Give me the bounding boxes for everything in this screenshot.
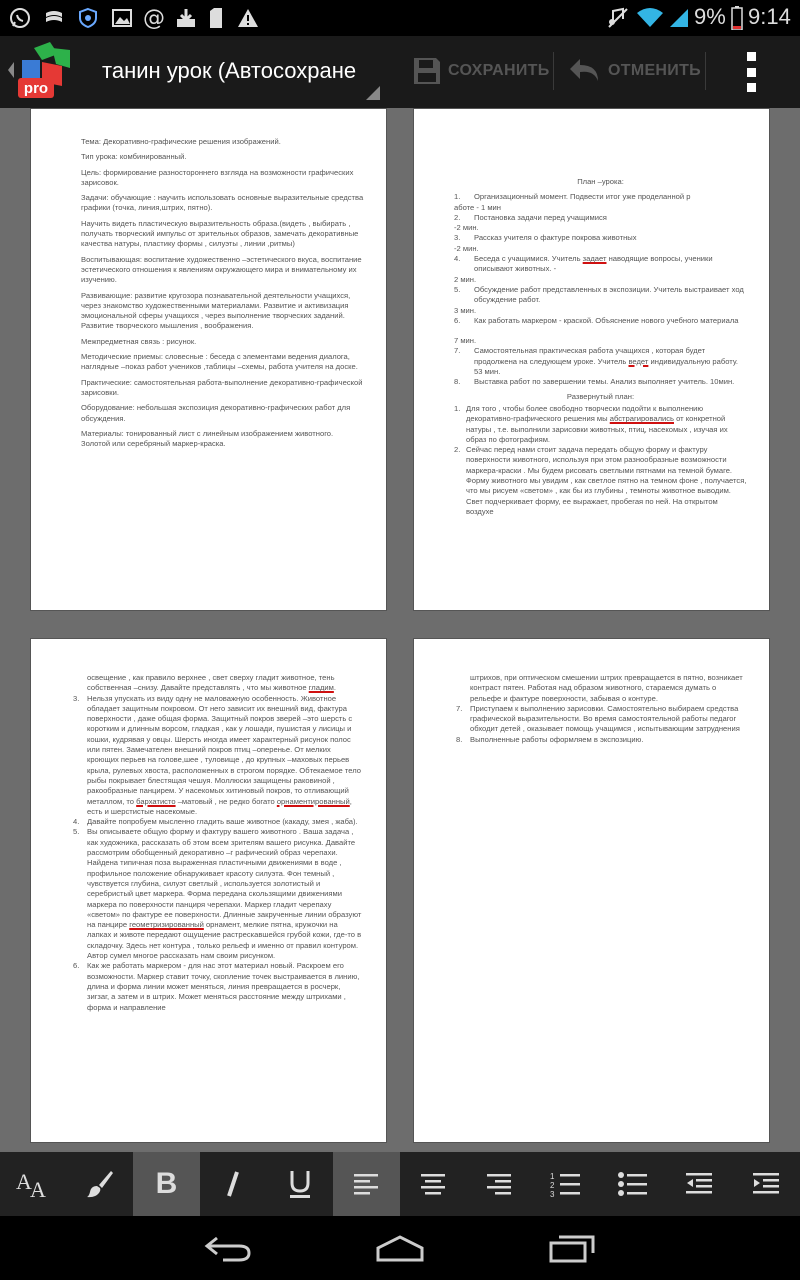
list-item: 6. Как работать маркером - краской. Объяснение нового учебного материала <box>454 315 739 325</box>
title-dropdown-indicator <box>366 86 380 100</box>
plan-heading: План –урока: <box>577 177 624 186</box>
list-item: 2 мин. <box>454 274 477 284</box>
paragraph: Практические: самостоятельная работа-выполнение декоративно-графической зарисовки. <box>81 377 363 397</box>
divider <box>705 52 706 90</box>
back-arrow-icon <box>203 1234 253 1262</box>
expanded-plan-heading: Развернутый план: <box>566 391 635 401</box>
status-bar <box>0 0 800 36</box>
document-viewport[interactable] <box>0 108 800 1152</box>
font-size-button[interactable] <box>0 1152 67 1216</box>
save-label: СОХРАНИТЬ <box>448 62 550 79</box>
list-item: 8. Выставка работ по завершении темы. Анализ выполняет учитель. 10мин. <box>454 377 735 387</box>
warning-icon <box>234 6 262 30</box>
download-icon <box>172 6 200 30</box>
divider <box>553 52 554 90</box>
undo-button[interactable] <box>568 48 701 94</box>
list-item: 7. Приступаем к выполнению зарисовки. Самостоятельно выбираем средства графической выразительности. Во время самостоятельной работы педагог обходит детей , оказывает помощь учащимся , испытывающим затруднения <box>456 703 740 734</box>
wifi-icon <box>634 6 666 30</box>
decrease-indent-button[interactable] <box>666 1152 733 1216</box>
list-item: 7. Самостоятельная практическая работа учащихся , которая будет продолжена на следующем уроке. Учитель ведет индивидуальную работу. 53 мин. <box>454 346 738 377</box>
formatting-toolbar <box>0 1152 800 1216</box>
document-page-3[interactable] <box>30 638 387 1143</box>
svg-text:A: A <box>30 1177 47 1199</box>
list-item: -2 мин. <box>454 223 479 233</box>
undo-label: ОТМЕНИТЬ <box>608 62 701 79</box>
format-paint-button[interactable] <box>67 1152 134 1216</box>
list-item: -2 мин. <box>454 243 479 253</box>
svg-text:2: 2 <box>550 1181 555 1190</box>
list-item: 4. Беседа с учащимися. Учитель задает наводящие вопросы, ученики описывают животных. - <box>454 254 713 274</box>
bold-button[interactable] <box>133 1152 200 1216</box>
italic-icon <box>223 1170 243 1198</box>
image-icon <box>108 6 136 30</box>
document-page-1[interactable]: Тема: Декоративно-графические решения изображений. Тип урока: комбинированный. Цель: формирование разностороннего взгляда на возможности графических зарисовок. Задачи: обучающие : научить использовать основные выразительные средства графики (точка, линия,штрих, пятно). Научить видеть пластическую выразительность образа.(видеть , выбирать , получать творческий импульс от зрительных образов, замечать декоративные качества натуры, пластику формы , силуэты , линии ,ритмы) Воспитывающая: воспитание художественно –эстетического вкуса, воспитание эстетического отношения к явлениям окружающего мира и внимательному их изучению. Развивающие: развитие кругозора познавательной деятельности учащихся, через знакомство художественными материалами. Развитие и активизация эмоциональной сферы учащихся , через выполнение творческих заданий. Развитие творческого мышления , воображения. Межпредметная связь : рисунок. Методические приемы: словесные : беседа с элементами ведения диалога, наглядные –показ работ учеников ,таблицы –схемы, работа учителя на доске. Практические: самостоятельная работа-выполнение декоративно-графической зарисовки. Оборудование: небольшая экспозиция декоративно-графических работ для обсуждения. Материалы: тонированный лист с линейным изображением животного. Золотой или серебряный маркер-краска. <box>30 108 387 611</box>
whatsapp-icon <box>6 6 34 30</box>
align-right-button[interactable] <box>466 1152 533 1216</box>
document-page-4[interactable] <box>413 638 770 1143</box>
list-item: 3 мин. <box>454 305 477 315</box>
home-icon <box>374 1234 426 1262</box>
list-item: 7 мин. <box>454 336 477 346</box>
font-size-icon <box>16 1169 50 1199</box>
paragraph: Цель: формирование разностороннего взгляда на возможности графических зарисовок. <box>81 167 354 187</box>
list-item: 1. Для того , чтобы более свободно творчески подойти к выполнению декоративно-графического решения мы абстрагировались от конкретной натуры , т.е. выполнили зарисовки животных, птиц, насекомых , изучая их образ по фотографиям. <box>454 403 728 444</box>
decrease-indent-icon <box>684 1171 714 1197</box>
bold-icon: B <box>155 1167 178 1200</box>
align-left-icon <box>352 1172 380 1196</box>
list-item: 2. Сейчас перед нами стоит задача передать общую форму и фактуру поверхности животного, используя при этом разнообразные возможности маркера-краски . Мы будем рисовать светлыми пятнами на темной бумаге. Форму животного мы увидим , как светлое пятно на темном фоне , получается, что мы рисуем «светом» , как бы из глубины , темноты животное выводим. Свет подчеркивает форму, ее выражает, пробегая по ней. На открытом воздухе <box>454 445 747 516</box>
sd-card-icon <box>204 6 228 30</box>
pro-badge: pro <box>23 80 49 97</box>
undo-icon <box>568 57 602 85</box>
list-item: 3. Рассказ учителя о фактуре покрова животных <box>454 233 637 243</box>
save-button[interactable] <box>412 48 550 94</box>
paragraph: Межпредметная связь : рисунок. <box>81 336 197 346</box>
list-item: 5. Вы описываете общую форму и фактуру вашего животного . Ваша задача , как художника, рассказать об этом всем зрителям вашего рисунка. Давайте рассмотрим обобщенный декоративно –г рафический образ черепахи. Найдена типичная поза выраженная пластичными движениями в воде , профильное положение обнаруживает красоту силуэта. Фон темный , чувствуется глубина, силуэт светлый , используется золотистый и серебристый цвет маркера. Форма передана скользящими движениями маркера по поверхности панциря черепахи. Маркер гладит черепаху «светом» по фактуре ее поверхности. Длинные закрученные линии образуют на панцире геометризированный орнамент, мелкие пятна, кружочки на лапках и животе передают ощущение растрескавшейся грубой кожи, где-то в складочку. Здесь нет контура , только рельеф и именно от правил контуром. Автор сумел многое рассказать нам своим рисунком. <box>73 827 362 961</box>
underline-icon <box>288 1169 312 1199</box>
list-item: освещение , как правило верхнее , свет сверху гладит животное, тень собственная –снизу. Давайте представлять , что мы животное гладим. <box>87 673 336 693</box>
recent-apps-button[interactable] <box>542 1228 602 1268</box>
at-icon: @ <box>143 5 165 31</box>
align-center-icon <box>419 1172 447 1196</box>
numbered-list-icon <box>550 1170 582 1198</box>
shield-icon <box>74 6 102 30</box>
underline-button[interactable] <box>266 1152 333 1216</box>
paragraph: Методические приемы: словесные : беседа с элементами ведения диалога, наглядные –показ работ учеников ,таблицы –схемы, работа учителя на доске. <box>81 352 358 372</box>
battery-percent: 9% <box>694 4 726 29</box>
document-page-2[interactable] <box>413 108 770 611</box>
svg-text:A: A <box>16 1169 33 1194</box>
numbered-list-button[interactable] <box>533 1152 600 1216</box>
clock: 9:14 <box>748 4 791 29</box>
mute-icon <box>604 6 632 30</box>
increase-indent-button[interactable] <box>733 1152 800 1216</box>
list-item: 2. Постановка задачи перед учащимися <box>454 212 607 222</box>
align-left-button[interactable] <box>333 1152 400 1216</box>
svg-text:1: 1 <box>550 1172 555 1181</box>
list-item: 3. Нельзя упускать из виду одну не маловажную особенность. Животное обладает защитным покровом. От него зависит их внешний вид, фактура поверхности , даже общая форма. Защитный покров зверей –это шерсть с коротким и длинным ворсом, гладкая , как у лошади, пушистая у лисицы и кошки, кудрявая у овцы. Шерсть иногда имеет характерный рисунок полос или пятен. Замечателен внешний покров птиц –оперенье. От мелких кроющих перьев на голове,шее , туловище , до крупных –маховых перьев крыла, рулевых хвоста, расположенных в строгом порядке. Обтекаемое тело рыбы покрывает блестящая чешуя. Моллюски защищены раковиной , ракообразные панцирем. У насекомых хитиновый покров, то отливающий металлом, то бархатисто –матовый , не редко богато орнаментированный, есть и шерстистые насекомые. <box>73 693 361 816</box>
battery-icon <box>730 6 744 30</box>
skype-icon <box>40 6 68 30</box>
paragraph: Задачи: обучающие : научить использовать основные выразительные средства графики (точка, линия,штрих, пятно). <box>81 193 364 213</box>
paragraph: Развивающие: развитие кругозора познавательной деятельности учащихся, через знакомство художественными материалами. Развитие и активизация эмоциональной сферы учащихся , через выполнение творческих заданий. Развитие творческого мышления , воображения. <box>81 290 351 331</box>
paragraph: Материалы: тонированный лист с линейным изображением животного. Золотой или серебряный маркер-краска. <box>81 428 334 449</box>
signal-icon <box>666 6 692 30</box>
list-item: 4. Давайте попробуем мысленно гладить ваше животное (какаду, змея , жаба). <box>73 817 358 827</box>
recent-apps-icon <box>547 1233 597 1263</box>
bulleted-list-icon <box>617 1170 649 1198</box>
list-item: штрихов, при оптическом смешении штрих превращается в пятно, возникает контраст пятен. Работая над образом животного, стараемся думать о рельефе и фактуре поверхности, забывая о контуре. <box>470 673 743 703</box>
svg-text:3: 3 <box>550 1190 555 1198</box>
action-bar <box>0 36 800 108</box>
back-button[interactable] <box>198 1228 258 1268</box>
list-item: 8. Выполненные работы оформляем в экспозицию. <box>456 734 644 744</box>
save-icon <box>412 56 442 86</box>
align-right-icon <box>485 1172 513 1196</box>
increase-indent-icon <box>751 1171 781 1197</box>
paragraph: Воспитывающая: воспитание художественно –эстетического вкуса, воспитание эстетического отношения к явлениям окружающего мира и внимательному их изучению. <box>81 254 362 285</box>
italic-button[interactable] <box>200 1152 267 1216</box>
list-item: 1. Организационный момент. Подвести итог уже проделанной р <box>454 192 691 202</box>
paragraph: Научить видеть пластическую выразительность образа.(видеть , выбирать , получать творческий импульс от зрительных образов, замечать декоративные качества натуры, пластику формы , силуэты , линии ,ритмы) <box>81 218 359 249</box>
document-title[interactable]: танин урок (Автосохране <box>102 58 357 83</box>
paintbrush-icon <box>85 1169 115 1199</box>
navigation-bar <box>0 1216 800 1280</box>
home-button[interactable] <box>370 1228 430 1268</box>
list-item: аботе - 1 мин <box>454 202 501 212</box>
list-item: 5. Обсуждение работ представленных в экспозиции. Учитель выстраивает ход обсуждение работ. <box>454 284 744 305</box>
align-center-button[interactable] <box>400 1152 467 1216</box>
overflow-menu-button[interactable] <box>738 52 764 92</box>
paragraph: Оборудование: небольшая экспозиция декоративно-графических работ для обсуждения. <box>81 403 351 423</box>
bulleted-list-button[interactable] <box>599 1152 666 1216</box>
list-item: 6. Как же работать маркером - для нас этот материал новый. Раскроем его возможности. Маркер ставит точку, скопление точек выстраивается в линию, длина и форма линии может меняться, линия превращается в росчерк, зигзаг, а затем и в штрих. Может меняться расстояние между штрихами , форма и направление <box>73 961 360 1012</box>
app-logo-button[interactable] <box>6 40 86 102</box>
